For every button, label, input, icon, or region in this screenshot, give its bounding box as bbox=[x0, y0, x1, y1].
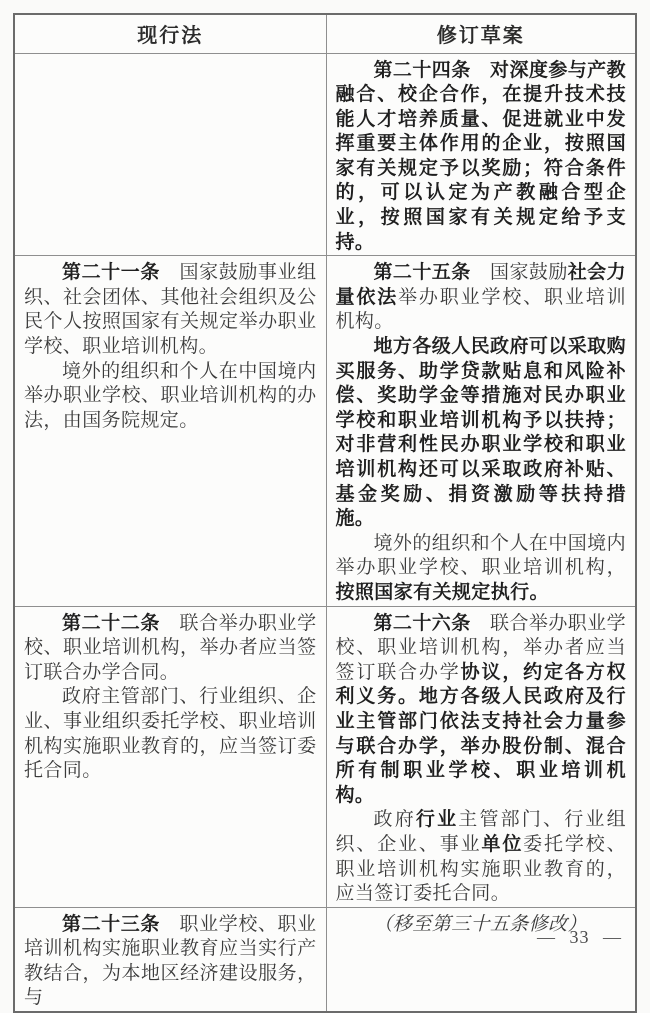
cell-current-law bbox=[14, 256, 326, 606]
text-segment: 国家鼓励事业组织、社会团体、其他社会组织及公民个人按照国家有关规定举办职业学校、职业培训机构。 bbox=[24, 262, 317, 358]
text-segment: 主管部门、行业组织、企业、事业 bbox=[335, 809, 627, 855]
revised-text-segment: 协议，约定各方权利义务。地方各级人民政府及行业主管部门依法支持社会力量参与联合办学，举办股份制、混合所有制职业学校、职业培训机构。 bbox=[335, 661, 626, 806]
note-text-segment: （移至第三十五条修改） bbox=[373, 913, 587, 935]
revised-text-segment: 单位 bbox=[481, 833, 524, 855]
cell-revision-draft bbox=[326, 907, 636, 1012]
revised-text-segment: 第二十一条 bbox=[62, 262, 160, 284]
paragraph bbox=[336, 612, 627, 809]
cell-current-law bbox=[14, 53, 326, 256]
text-segment: 境外的组织和个人在中国境内举办职业学校、职业培训机构的办法，由国务院规定。 bbox=[24, 360, 317, 431]
table-header-row bbox=[14, 14, 636, 53]
revised-text-segment: 第二十六条 bbox=[373, 612, 471, 634]
text-segment: 政府主管部门、行业组织、企业、事业组织委托学校、职业培训机构实施职业教育的，应当签订委托合同。 bbox=[24, 686, 317, 782]
comparison-rows bbox=[14, 53, 636, 1012]
table-row bbox=[14, 53, 636, 256]
revised-text-segment: 第二十二条 bbox=[62, 612, 160, 634]
revised-text-segment: 第二十五条 bbox=[373, 262, 471, 284]
column-header-current-law: 现行法 bbox=[14, 14, 326, 53]
paragraph bbox=[336, 532, 627, 606]
paragraph bbox=[24, 261, 317, 359]
text-segment: 国家鼓励 bbox=[470, 262, 568, 284]
cell-revision-draft bbox=[326, 256, 636, 606]
revised-text-segment: 行业 bbox=[415, 809, 459, 831]
revised-text-segment: 第二十四条 对深度参与产教融合、校企合作，在提升技术技能人才培养质量、促进就业中发挥重要主体作用的企业，按照国家有关规定予以奖励；符合条件的，可以认定为产教融合型企业，按照国家有关规定给予支持。 bbox=[335, 59, 626, 253]
cell-current-law bbox=[14, 606, 326, 907]
paragraph bbox=[24, 612, 317, 686]
paragraph bbox=[24, 685, 317, 783]
column-header-revision-draft: 修订草案 bbox=[326, 14, 636, 53]
revised-text-segment: 按照国家有关规定执行。 bbox=[335, 581, 549, 603]
paragraph bbox=[336, 808, 627, 906]
text-segment: 联合举办职业学校、职业培训机构，举办者应当签订联合办学 bbox=[335, 612, 626, 683]
cell-current-law bbox=[14, 907, 326, 1012]
revised-text-segment: 社会力量依法 bbox=[335, 262, 626, 308]
text-segment: 委托学校、职业培训机构实施职业教育的，应当签订委托合同。 bbox=[335, 833, 626, 905]
paragraph bbox=[336, 335, 627, 532]
table-row bbox=[14, 907, 636, 1012]
text-segment: 举办职业学校、职业培训机构。 bbox=[335, 286, 626, 333]
table-row bbox=[14, 606, 636, 907]
table-row bbox=[14, 256, 636, 606]
text-segment: 政府 bbox=[373, 809, 416, 831]
text-segment: 职业学校、职业培训机构实施职业教育应当实行产教结合，为本地区经济建设服务，与 bbox=[24, 913, 317, 1009]
revised-text-segment: 第二十三条 bbox=[62, 913, 160, 935]
text-segment: 联合举办职业学校、职业培训机构，举办者应当签订联合办学合同。 bbox=[24, 612, 317, 683]
text-segment: 境外的组织和个人在中国境内举办职业学校、职业培训机构， bbox=[335, 532, 626, 579]
cell-revision-draft bbox=[326, 53, 636, 256]
paragraph bbox=[336, 59, 627, 256]
paragraph bbox=[336, 261, 627, 335]
page-number: — 33 — bbox=[537, 927, 622, 947]
cell-revision-draft bbox=[326, 606, 636, 907]
revised-text-segment: 地方各级人民政府可以采取购买服务、助学贷款贴息和风险补偿、奖助学金等措施对民办职业学校和职业培训机构予以扶持；对非营利性民办职业学校和职业培训机构还可以采取政府补贴、基金奖励、捐资激励等扶持措施。 bbox=[335, 336, 626, 530]
paragraph bbox=[24, 360, 317, 434]
comparison-table bbox=[13, 13, 637, 1013]
